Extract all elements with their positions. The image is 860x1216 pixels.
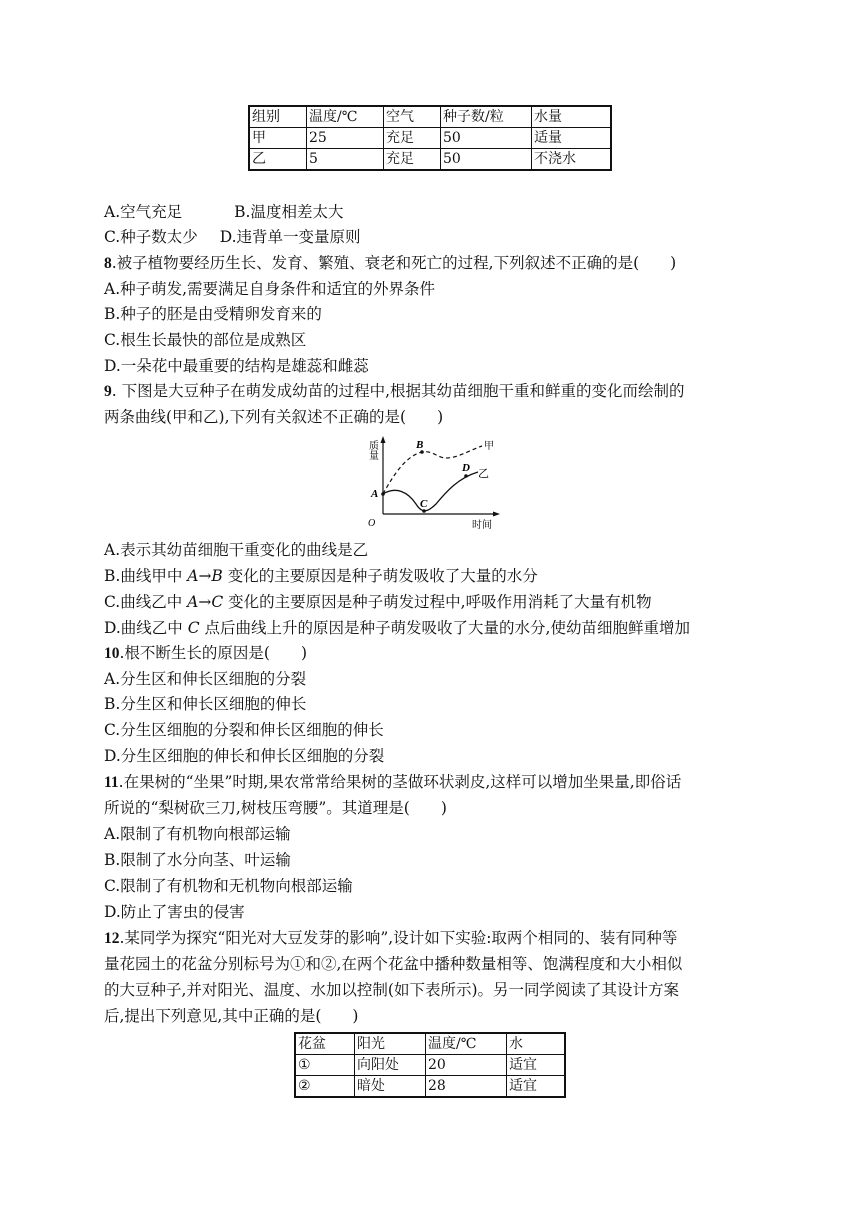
option-c [104, 592, 652, 612]
question-12-stem-cont: 后,提出下列意见,其中正确的是( ) [104, 1007, 359, 1025]
table-header-cell: 温度/℃ [426, 1033, 507, 1055]
label-c: C [420, 498, 428, 510]
question-11-stem-cont: 所说的“梨树砍三刀,树枝压弯腰”。其道理是( ) [104, 799, 447, 817]
question-number: 10 [104, 645, 120, 662]
question-number: 9 [104, 383, 112, 400]
table-cell: 充足 [384, 128, 441, 149]
table-row [249, 149, 611, 171]
seed-weight-curve-figure [366, 434, 500, 534]
table-header-cell: 空气 [384, 106, 441, 128]
option-text: 点后曲线上升的原因是种子萌发吸收了大量的水分,使幼苗细胞鲜重增加 [199, 619, 690, 637]
option-a: A.种子萌发,需要满足自身条件和适宜的外界条件 [104, 280, 436, 298]
x-axis-label: 时间 [472, 520, 492, 531]
y-axis-arrow [381, 436, 386, 443]
option-a: A.限制了有机物向根部运输 [104, 825, 291, 843]
option-c: C.限制了有机物和无机物向根部运输 [104, 877, 353, 895]
table-cell: 25 [307, 128, 384, 149]
option-b: B.限制了水分向茎、叶运输 [104, 851, 291, 869]
table-cell: 28 [426, 1076, 507, 1098]
origin-label: O [368, 518, 376, 529]
experiment-table-1 [248, 105, 612, 171]
label-d: D [462, 462, 470, 474]
curve-yi [383, 472, 478, 511]
option-text: B.曲线甲中 [104, 567, 188, 585]
option-d: D.防止了害虫的侵害 [104, 903, 245, 921]
y-axis-label: 质量 [366, 440, 378, 460]
option-b: B.种子的胚是由受精卵发育来的 [104, 305, 322, 323]
question-11-stem [104, 772, 681, 793]
option-c: C.种子数太少 [104, 228, 198, 246]
question-text: .根不断生长的原因是( ) [119, 644, 308, 662]
q7-options-row-1 [104, 202, 343, 222]
table-cell: 适宜 [507, 1055, 566, 1076]
question-10-stem [104, 643, 307, 664]
option-variable: C [187, 619, 200, 637]
table-cell: 50 [441, 149, 532, 171]
table-row [249, 128, 611, 149]
label-yi: 乙 [478, 467, 489, 480]
table-header-cell: 种子数/粒 [441, 106, 532, 128]
table-row [295, 1055, 565, 1076]
label-b: B [416, 439, 424, 451]
point-d [464, 474, 468, 478]
option-variable: A→B [187, 567, 223, 585]
option-text: D.曲线乙中 [104, 619, 188, 637]
table-cell: 充足 [384, 149, 441, 171]
question-12-stem-cont: 的大豆种子,并对阳光、温度、水加以控制(如下表所示)。另一同学阅读了其设计方案 [104, 981, 680, 999]
table-cell: 不浇水 [532, 149, 612, 171]
table-header-cell: 水量 [532, 106, 612, 128]
option-d [104, 618, 690, 638]
table-row [295, 1076, 565, 1098]
question-12-stem-cont: 量花园土的花盆分别标号为①和②,在两个花盆中播种数量相等、饱满程度和大小相似 [104, 955, 683, 973]
table-cell: 50 [441, 128, 532, 149]
option-d: D.分生区细胞的伸长和伸长区细胞的分裂 [104, 747, 385, 765]
option-text: 变化的主要原因是种子萌发吸收了大量的水分 [222, 567, 538, 585]
point-a [381, 492, 385, 496]
option-text: C.曲线乙中 [104, 593, 188, 611]
question-number: 8 [104, 255, 112, 272]
table-cell: 甲 [249, 128, 307, 149]
table-cell: ② [295, 1076, 355, 1098]
option-variable: A→C [187, 593, 224, 611]
question-8-stem [104, 253, 676, 274]
table-header-cell: 温度/℃ [307, 106, 384, 128]
option-d: D.违背单一变量原则 [219, 228, 361, 246]
option-d: D.一朵花中最重要的结构是雄蕊和雌蕊 [104, 357, 369, 375]
question-text: .某同学为探究“阳光对大豆发芽的影响”,设计如下实验:取两个相同的、装有同种等 [119, 929, 678, 947]
table-header-cell: 花盆 [295, 1033, 355, 1055]
label-a: A [371, 488, 379, 500]
question-text: . 下图是大豆种子在萌发成幼苗的过程中,根据其幼苗细胞干重和鲜重的变化而绘制的 [111, 382, 685, 400]
label-jia: 甲 [484, 441, 494, 452]
option-c: C.根生长最快的部位是成熟区 [104, 331, 307, 349]
table-header-cell: 组别 [249, 106, 307, 128]
question-9-stem [104, 381, 685, 402]
table-cell: 向阳处 [355, 1055, 426, 1076]
option-a: A.表示其幼苗细胞干重变化的曲线是乙 [104, 541, 369, 559]
table-cell: 乙 [249, 149, 307, 171]
option-c: C.分生区细胞的分裂和伸长区细胞的伸长 [104, 721, 384, 739]
option-a: A.分生区和伸长区细胞的分裂 [104, 670, 307, 688]
question-12-stem [104, 928, 677, 949]
table-cell: 适量 [532, 128, 612, 149]
option-b [104, 566, 538, 586]
table-cell: 5 [307, 149, 384, 171]
question-9-stem-cont: 两条曲线(甲和乙),下列有关叙述不正确的是( ) [104, 408, 444, 426]
table-cell: ① [295, 1055, 355, 1076]
table-header-cell: 阳光 [355, 1033, 426, 1055]
option-a: A.空气充足 [104, 203, 183, 221]
question-text: .被子植物要经历生长、发育、繁殖、衰老和死亡的过程,下列叙述不正确的是( ) [111, 254, 677, 272]
table-header-cell: 水 [507, 1033, 566, 1055]
table-header-row [295, 1033, 565, 1055]
q7-options-row-2 [104, 227, 361, 247]
experiment-table-2 [294, 1032, 566, 1098]
table-header-row [249, 106, 611, 128]
question-number: 12 [104, 930, 120, 947]
table-cell: 暗处 [355, 1076, 426, 1098]
option-text: 变化的主要原因是种子萌发过程中,呼吸作用消耗了大量有机物 [223, 593, 652, 611]
option-b: B.分生区和伸长区细胞的伸长 [104, 695, 307, 713]
table-cell: 适宜 [507, 1076, 566, 1098]
question-number: 11 [104, 774, 119, 791]
table-cell: 20 [426, 1055, 507, 1076]
option-b: B.温度相差太大 [234, 203, 344, 221]
question-text: .在果树的“坐果”时期,果农常常给果树的茎做环状剥皮,这样可以增加坐果量,即俗话 [118, 773, 682, 791]
x-axis-arrow [493, 512, 500, 517]
